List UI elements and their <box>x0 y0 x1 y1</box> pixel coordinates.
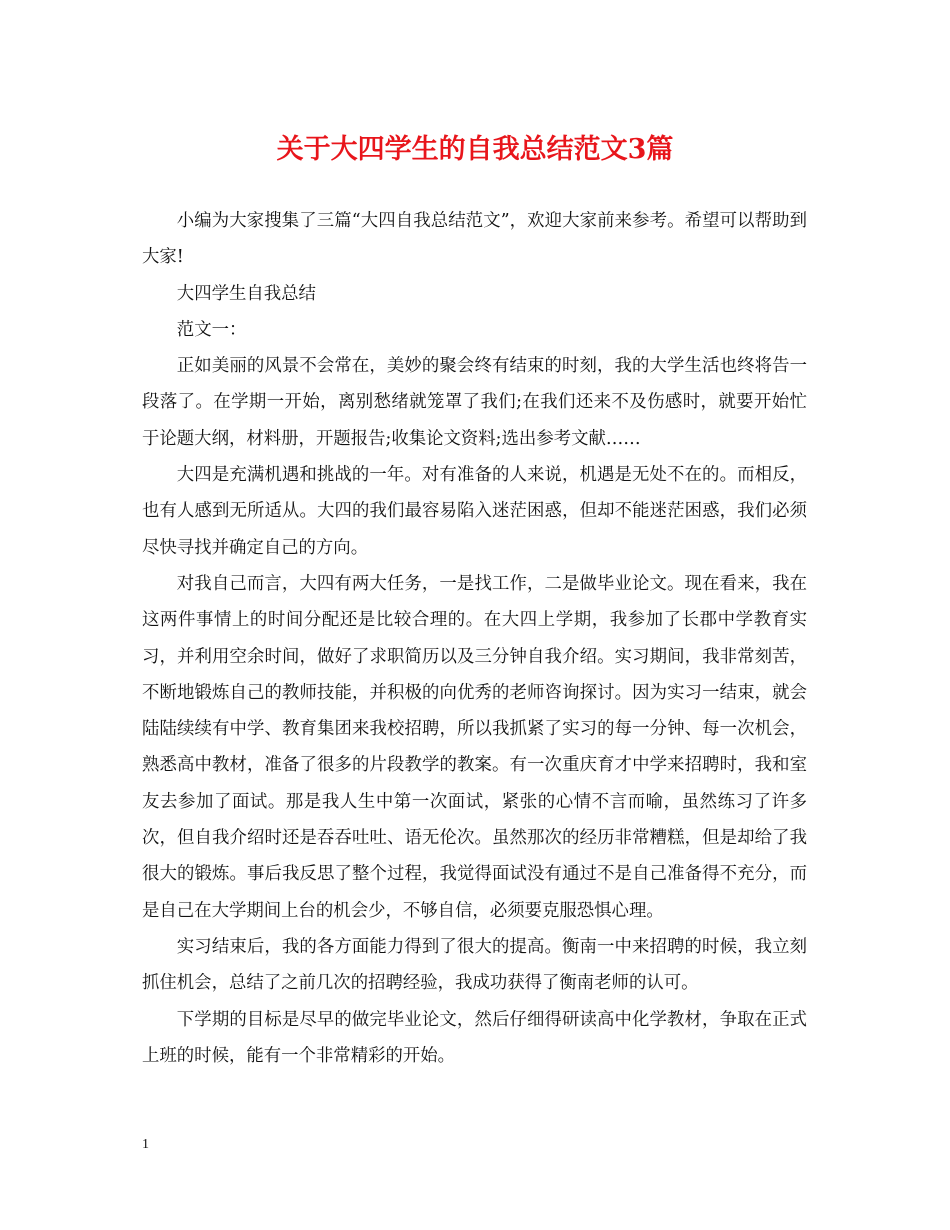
body-paragraph: 对我自己而言，大四有两大任务，一是找工作，二是做毕业论文。现在看来，我在这两件事情上的时间分配还是比较合理的。在大四上学期，我参加了长郡中学教育实习，并利用空余时间，做好了求职简历以及三分钟自我介绍。实习期间，我非常刻苦，不断地锻炼自己的教师技能，并积极的向优秀的老师咨询探讨。因为实习一结束，就会陆陆续续有中学、教育集团来我校招聘，所以我抓紧了实习的每一分钟、每一次机会，熟悉高中教材，准备了很多的片段教学的教案。有一次重庆育才中学来招聘时，我和室友去参加了面试。那是我人生中第一次面试，紧张的心情不言而喻，虽然练习了许多次，但自我介绍时还是吞吞吐吐、语无伦次。虽然那次的经历非常糟糕，但是却给了我很大的锻炼。事后我反思了整个过程，我觉得面试没有通过不是自己准备得不充分，而是自己在大学期间上台的机会少，不够自信，必须要克服恐惧心理。 <box>142 573 807 921</box>
document-body <box>142 203 807 1074</box>
body-paragraph: 下学期的目标是尽早的做完毕业论文，然后仔细得研读高中化学教材，争取在正式上班的时候，能有一个非常精彩的开始。 <box>142 1009 807 1066</box>
body-paragraph: 正如美丽的风景不会常在，美妙的聚会终有结束的时刻，我的大学生活也终将告一段落了。在学期一开始，离别愁绪就笼罩了我们;在我们还来不及伤感时，就要开始忙于论题大纲，材料册，开题报告;收集论文资料;选出参考文献…… <box>142 356 807 449</box>
body-paragraph: 实习结束后，我的各方面能力得到了很大的提高。衡南一中来招聘的时候，我立刻抓住机会，总结了之前几次的招聘经验，我成功获得了衡南老师的认可。 <box>142 936 807 994</box>
intro-paragraph: 小编为大家搜集了三篇“大四自我总结范文”，欢迎大家前来参考。希望可以帮助到大家! <box>142 211 807 268</box>
page-number: 1 <box>142 1137 149 1152</box>
sample-label: 范文一： <box>176 319 247 340</box>
section-heading: 大四学生自我总结 <box>176 283 316 304</box>
body-paragraph: 大四是充满机遇和挑战的一年。对有准备的人来说，机遇是无处不在的。而相反，也有人感到无所适从。大四的我们最容易陷入迷茫困惑，但却不能迷茫困惑，我们必须尽快寻找并确定自己的方向。 <box>142 465 807 558</box>
document-title: 关于大四学生的自我总结范文3篇 <box>276 134 674 165</box>
